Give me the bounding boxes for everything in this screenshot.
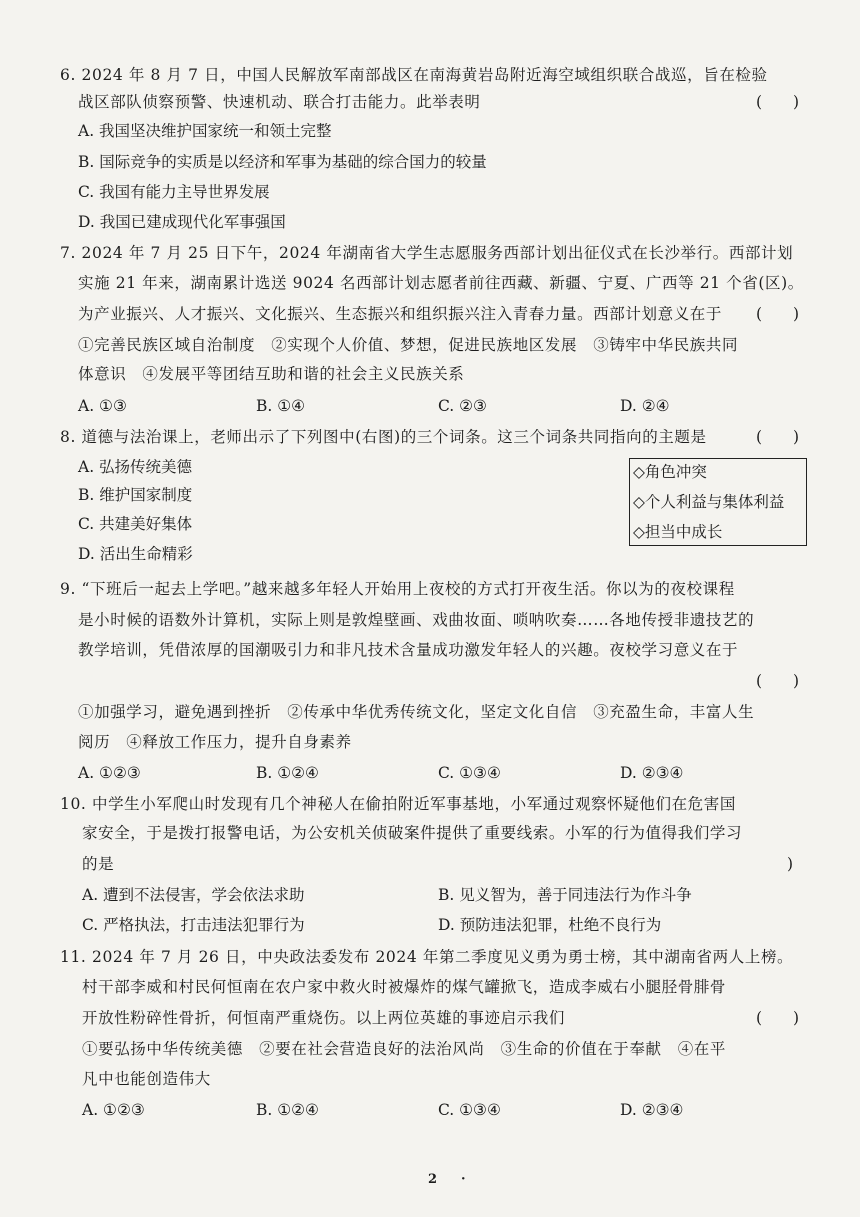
- q6-option-d: D. 我国已建成现代化军事强国: [78, 213, 286, 231]
- q8-term-2: ◇个人利益与集体利益: [633, 493, 785, 511]
- q6-answer-paren: ( ): [756, 93, 800, 111]
- q6-option-c: C. 我国有能力主导世界发展: [78, 183, 270, 201]
- q7-stem-line-1: 7. 2024 年 7 月 25 日下午，2024 年湖南省大学生志愿服务西部计划出征仪式在长沙举行。西部计划: [60, 244, 794, 262]
- q8-option-c: C. 共建美好集体: [78, 515, 193, 533]
- q9-statements-line-2: 阅历 ④释放工作压力，提升自身素养: [78, 733, 352, 751]
- q11-option-c: C. ①③④: [438, 1101, 501, 1119]
- q9-stem-line-1: 9. “下班后一起去上学吧。”越来越多年轻人开始用上夜校的方式打开夜生活。你以为的夜校课程: [60, 580, 735, 598]
- q9-option-a: A. ①②③: [78, 764, 141, 782]
- q7-option-d: D. ②④: [620, 397, 670, 415]
- q9-option-b: B. ①②④: [256, 764, 319, 782]
- q11-statements-line-1: ①要弘扬中华传统美德 ②要在社会营造良好的法治风尚 ③生命的价值在于奉献 ④在平: [82, 1040, 727, 1058]
- q8-option-b: B. 维护国家制度: [78, 486, 193, 504]
- q7-option-b: B. ①④: [256, 397, 306, 415]
- q10-stem-line-1: 10. 中学生小军爬山时发现有几个神秘人在偷拍附近军事基地，小军通过观察怀疑他们在危害国: [60, 795, 736, 813]
- q11-option-a: A. ①②③: [82, 1101, 145, 1119]
- q9-statements-line-1: ①加强学习，避免遇到挫折 ②传承中华优秀传统文化，坚定文化自信 ③充盈生命，丰富人生: [78, 703, 755, 721]
- q11-option-b: B. ①②④: [256, 1101, 319, 1119]
- q11-stem-line-2: 村干部李威和村民何恒南在农户家中救火时被爆炸的煤气罐掀飞，造成李威右小腿胫骨腓骨: [82, 978, 727, 996]
- page-number-dot: ·: [461, 1172, 466, 1187]
- q10-option-b: B. 见义智为，善于同违法行为作斗争: [438, 886, 692, 904]
- q7-stem-line-2: 实施 21 年来，湖南累计选送 9024 名西部计划志愿者前往西藏、新疆、宁夏、广西等 21 个省(区)。: [78, 274, 804, 292]
- q10-option-a: A. 遭到不法侵害，学会依法求助: [82, 886, 305, 904]
- q9-stem-line-2: 是小时候的语数外计算机，实际上则是敦煌壁画、戏曲妆面、唢呐吹奏……各地传授非遗技艺的: [78, 611, 755, 629]
- q11-answer-paren: ( ): [756, 1009, 800, 1027]
- q7-option-a: A. ①③: [78, 397, 127, 415]
- q8-option-a: A. 弘扬传统美德: [78, 458, 193, 476]
- q8-term-3: ◇担当中成长: [633, 523, 723, 541]
- q6-stem-line-2: 战区部队侦察预警、快速机动、联合打击能力。此举表明: [78, 93, 481, 111]
- q10-option-d: D. 预防违法犯罪，杜绝不良行为: [438, 916, 662, 934]
- q10-stem-line-3: 的是: [82, 855, 115, 873]
- q7-option-c: C. ②③: [438, 397, 487, 415]
- q7-statements-line-2: 体意识 ④发展平等团结互助和谐的社会主义民族关系: [78, 365, 465, 383]
- q8-stem-line-1: 8. 道德与法治课上，老师出示了下列图中(右图)的三个词条。这三个词条共同指向的主题是: [60, 428, 707, 446]
- q10-answer-paren: ): [787, 855, 794, 873]
- q7-stem-line-3: 为产业振兴、人才振兴、文化振兴、生态振兴和组织振兴注入青春力量。西部计划意义在于: [78, 305, 723, 323]
- q7-statements-line-1: ①完善民族区域自治制度 ②实现个人价值、梦想，促进民族地区发展 ③铸牢中华民族共同: [78, 336, 739, 354]
- q9-option-d: D. ②③④: [620, 764, 684, 782]
- q9-option-c: C. ①③④: [438, 764, 501, 782]
- q10-stem-line-2: 家安全，于是拨打报警电话，为公安机关侦破案件提供了重要线索。小军的行为值得我们学习: [82, 824, 743, 842]
- q9-stem-line-3: 教学培训，凭借浓厚的国潮吸引力和非凡技术含量成功激发年轻人的兴趣。夜校学习意义在于: [78, 641, 739, 659]
- q6-option-a: A. 我国坚决维护国家统一和领土完整: [78, 122, 332, 140]
- q11-option-d: D. ②③④: [620, 1101, 684, 1119]
- q8-answer-paren: ( ): [756, 428, 800, 446]
- q8-option-d: D. 活出生命精彩: [78, 545, 193, 563]
- page-number: 2: [428, 1172, 438, 1187]
- q11-stem-line-1: 11. 2024 年 7 月 26 日，中央政法委发布 2024 年第二季度见义勇为勇士榜，其中湖南省两人上榜。: [60, 948, 794, 966]
- q6-stem-line-1: 6. 2024 年 8 月 7 日，中国人民解放军南部战区在南海黄岩岛附近海空域组织联合战巡，旨在检验: [60, 66, 768, 84]
- q7-answer-paren: ( ): [756, 305, 800, 323]
- q6-option-b: B. 国际竞争的实质是以经济和军事为基础的综合国力的较量: [78, 153, 487, 171]
- q10-option-c: C. 严格执法，打击违法犯罪行为: [82, 916, 305, 934]
- q8-terms-box: [629, 458, 807, 546]
- q11-stem-line-3: 开放性粉碎性骨折，何恒南严重烧伤。以上两位英雄的事迹启示我们: [82, 1009, 566, 1027]
- q9-answer-paren: ( ): [756, 672, 800, 690]
- q11-statements-line-2: 凡中也能创造伟大: [82, 1070, 211, 1088]
- q8-term-1: ◇角色冲突: [633, 463, 707, 481]
